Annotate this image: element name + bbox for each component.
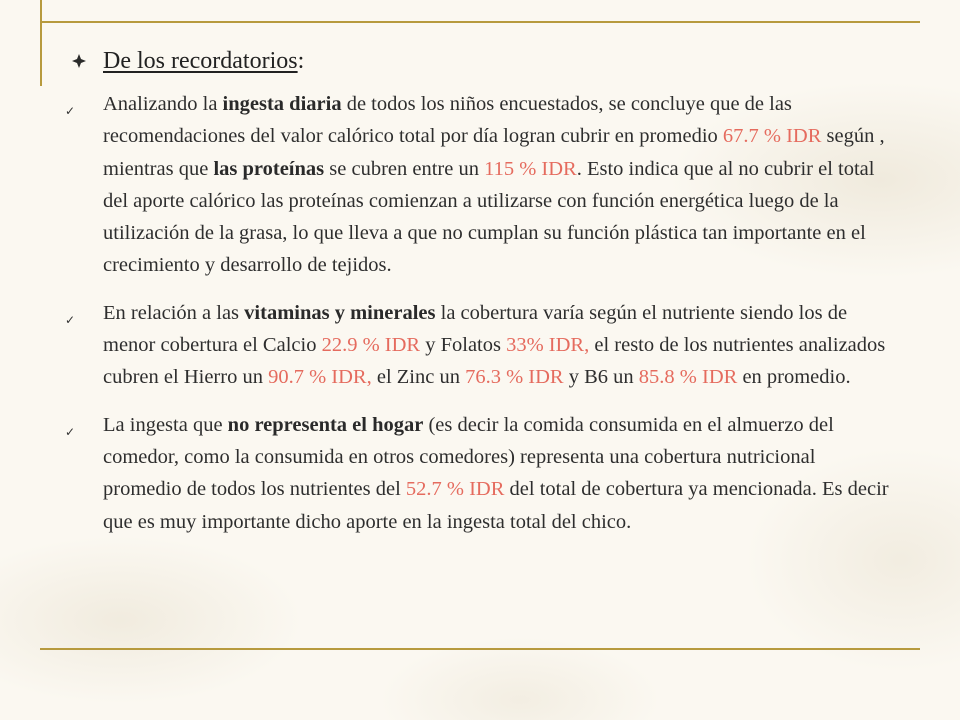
text-run: y Folatos (420, 334, 507, 357)
bullet-text (103, 302, 885, 389)
bold-phrase: no representa el hogar (227, 413, 424, 436)
bold-phrase: ingesta diaria (222, 93, 342, 115)
frame-left-rule (40, 0, 42, 86)
slide-heading (103, 44, 304, 78)
heading-row (60, 44, 890, 84)
text-run: en promedio. (737, 366, 851, 389)
diamond-icon (72, 54, 86, 68)
text-run: la cobertura varía según el nutriente siendo los de menor cobertura el Calcio (103, 301, 848, 357)
bullet-item (60, 88, 890, 282)
highlighted-value: 33% IDR, (506, 334, 590, 357)
highlighted-value: 115 % IDR (484, 157, 577, 180)
bold-phrase: vitaminas y minerales (244, 301, 436, 324)
text-run: según , mientras que (103, 125, 885, 180)
text-run: y B6 un (563, 366, 639, 389)
highlighted-value: 85.8 % IDR (638, 366, 738, 389)
highlighted-value: 52.7 % IDR (405, 478, 505, 501)
checkmark-icon: ✓ (65, 312, 76, 327)
text-run: En relación a las (103, 301, 245, 324)
text-run: Analizando la (103, 93, 223, 115)
text-run: . Esto indica que al no cubrir el total del aporte calórico las proteínas comienzan a utilizarse con función energética luego de la utilización de la grasa, lo que lleva a que no cumplan su función plástica tan importante en el crecimiento y desarrollo de tejidos. (103, 157, 875, 277)
text-run: el resto de los nutrientes analizados cubren el Hierro un (103, 334, 886, 389)
highlighted-value: 90.7 % IDR, (268, 366, 372, 389)
heading-title: De los recordatorios (103, 48, 298, 74)
bold-phrase: las proteínas (213, 157, 325, 180)
highlighted-value: 76.3 % IDR (465, 366, 564, 389)
slide-content (60, 44, 890, 538)
frame-top-rule (40, 21, 920, 23)
bullet-item (60, 409, 890, 538)
text-run: el Zinc un (371, 366, 466, 389)
bullet-item (60, 297, 890, 394)
highlighted-value: 22.9 % IDR (321, 334, 421, 357)
text-run: del total de cobertura ya mencionada. Es decir que es muy importante dicho aporte en la ingesta total del chico. (103, 478, 889, 533)
bullet-text (103, 414, 889, 533)
heading-suffix: : (297, 48, 305, 74)
checkmark-icon: ✓ (65, 424, 76, 439)
bullet-text (103, 93, 885, 276)
highlighted-value: 67.7 % IDR (722, 125, 827, 148)
text-run: (es decir la comida consumida en el almuerzo del comedor, como la consumida en otros comedores) representa una cobertura nutricional promedio de todos los nutrientes del (103, 413, 834, 501)
text-run: se cubren entre un (324, 157, 485, 180)
frame-bottom-rule (40, 648, 920, 650)
text-run: de todos los niños encuestados, se concluye que de las recomendaciones del valor calórico total por día logran cubrir en promedio (103, 93, 792, 148)
text-run: La ingesta que (103, 413, 228, 436)
checkmark-icon: ✓ (65, 104, 76, 118)
